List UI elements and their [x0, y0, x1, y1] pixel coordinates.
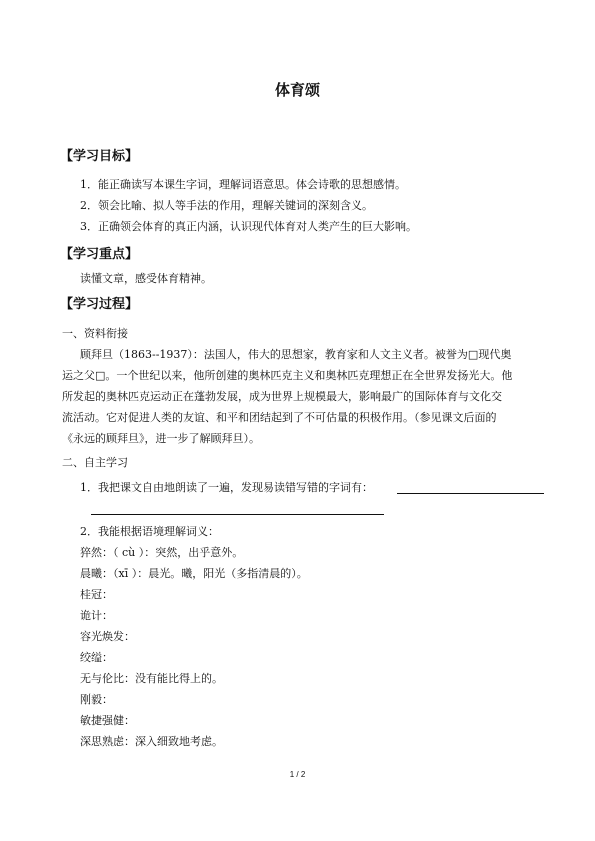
vocab-item: 深思熟虑：深入细致地考虑。	[80, 735, 223, 748]
goal-item: 2．领会比喻、拟人等手法的作用，理解关键词的深刻含义。	[80, 199, 373, 212]
page-title: 体育颂	[274, 81, 320, 99]
paragraph-line: 顾拜旦（1863--1937）：法国人，伟大的思想家，教育家和人文主义者。被誉为□现代奥	[80, 348, 512, 361]
goals-heading: 【学习目标】	[60, 149, 139, 164]
vocab-item: 桂冠：	[80, 588, 113, 601]
section-title: 一、资料衔接	[62, 327, 128, 340]
question-1: 1．我把课文自由地朗读了一遍，发现易读错写错的字词有：	[80, 481, 373, 494]
section-title: 二、自主学习	[62, 456, 128, 469]
vocab-item: 猝然：（ cù ）：突然，出乎意外。	[80, 546, 244, 559]
vocab-item: 敏捷强健：	[80, 714, 135, 727]
paragraph-line: 所发起的奥林匹克运动正在蓬勃发展，成为世界上规模最大，影响最广的国际体育与文化交	[62, 390, 502, 403]
question-2: 2．我能根据语境理解词义：	[80, 525, 219, 538]
vocab-item: 晨曦：（xī ）：晨光。曦，阳光（多指清晨的）。	[80, 567, 308, 580]
focus-text: 读懂文章，感受体育精神。	[80, 272, 212, 285]
vocab-item: 诡计：	[80, 609, 113, 622]
goal-item: 1．能正确读写本课生字词，理解词语意思。体会诗歌的思想感情。	[80, 178, 406, 191]
vocab-item: 绞缢：	[80, 651, 113, 664]
process-heading: 【学习过程】	[60, 297, 139, 312]
vocab-item: 刚毅：	[80, 693, 113, 706]
paragraph-line: 流活动。它对促进人类的友谊、和平和团结起到了不可估量的积极作用。（参见课文后面的	[62, 411, 497, 424]
vocab-item: 无与伦比：没有能比得上的。	[80, 672, 223, 685]
answer-blank[interactable]	[397, 493, 544, 494]
vocab-item: 容光焕发：	[80, 630, 135, 643]
page-number: 1 / 2	[289, 770, 306, 779]
focus-heading: 【学习重点】	[60, 247, 139, 262]
paragraph-line: 运之父□。一个世纪以来，他所创建的奥林匹克主义和奥林匹克理想正在全世界发扬光大。他	[62, 369, 513, 382]
answer-blank[interactable]	[91, 514, 384, 515]
goal-item: 3．正确领会体育的真正内涵，认识现代体育对人类产生的巨大影响。	[80, 220, 417, 233]
paragraph-line: 《永远的顾拜旦》，进一步了解顾拜旦）。	[62, 432, 260, 445]
